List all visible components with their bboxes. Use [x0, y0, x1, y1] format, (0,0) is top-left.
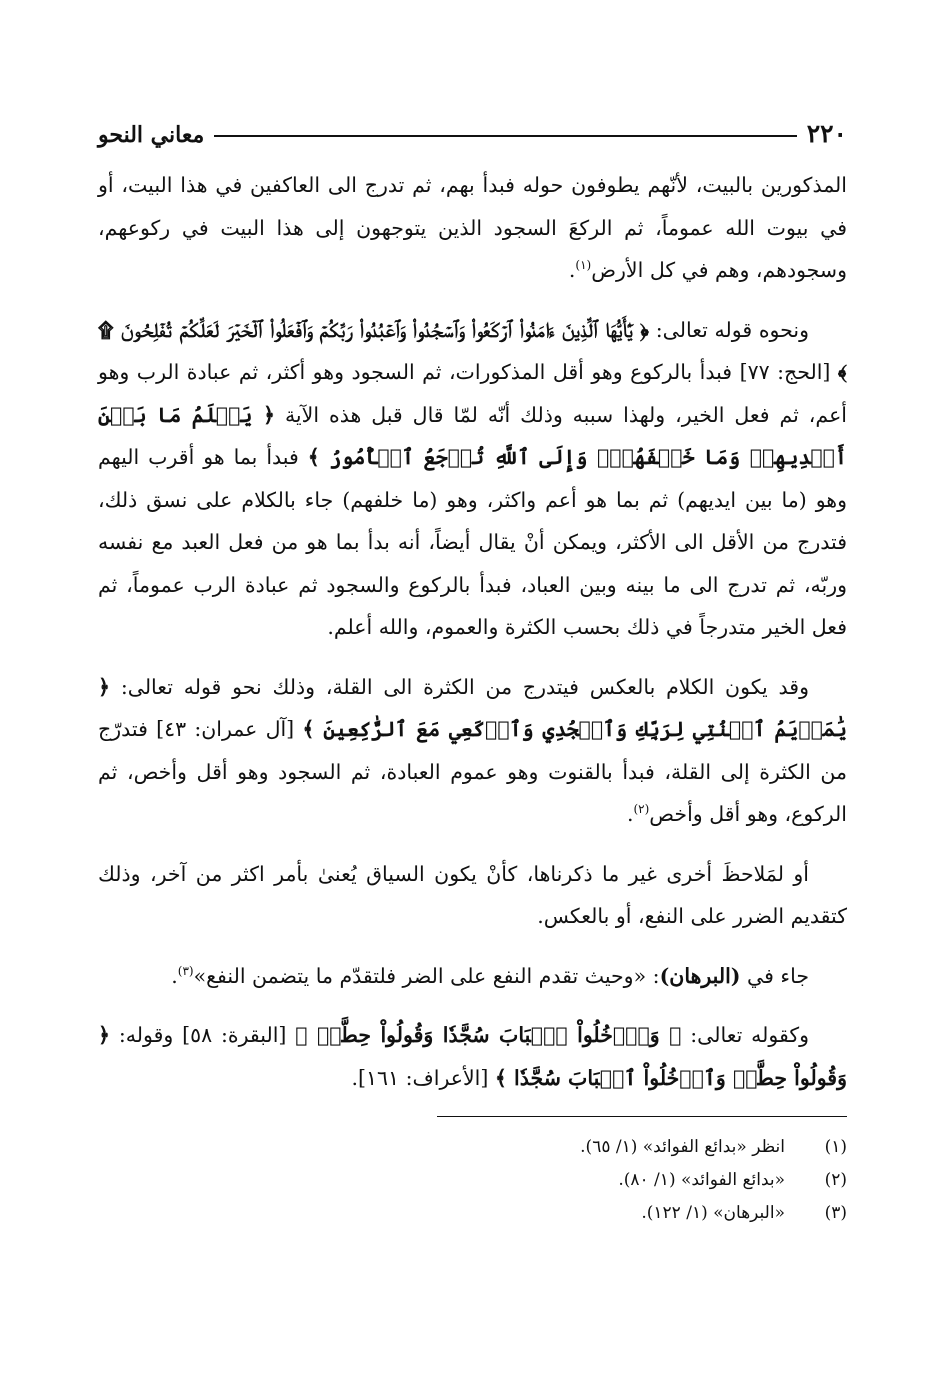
footnote-number: (٣) — [824, 1203, 847, 1223]
quran-verse-araf-161: ﴿ وَقُولُواْ حِطَّةٞ وَٱدۡخُلُواْ ٱلۡبَابَ سُجَّدٗا ﴾ — [98, 1023, 847, 1090]
paragraph-3-part-1: وقد يكون الكلام بالعكس فيتدرج من الكثرة الى القلة، وذلك نحو قوله تعالى: — [110, 674, 809, 699]
paragraph-1-end: . — [568, 258, 576, 282]
paragraph-3-part-2: [آل عمران: ٤٣] فتدرّج من الكثرة إلى القلة، فبدأ بالقنوت وهو عموم العبادة، ثم السجود وهو أقل وأخص، ثم الركوع، وهو أقل وأخص — [98, 717, 847, 826]
paragraph-6 — [98, 1014, 847, 1099]
book-title: معاني النحو — [98, 122, 205, 148]
paragraph-5-part-1: جاء في — [740, 963, 809, 988]
page-number: ٢٢٠ — [806, 119, 847, 148]
paragraph-2-part-3: فبدأ بما هو أقرب اليهم وهو (ما بين ايديهم) ثم بما هو أعم واكثر، وهو (ما خلفهم) جاء بالكلام على نسق ذلك، فتدرج من الأقل الى الأكثر، ويمكن أنْ يقال أيضاً، أنه بدأ بما هو من فعل العبد مع نفسه وربّه، ثم تدرج الى ما بينه وبين العباد، فبدأ بالركوع والسجود ثم عبادة الرب عموماً، ثم فعل الخير متدرجاً في ذلك بحسب الكثرة والعموم، والله أعلم. — [98, 445, 847, 639]
paragraph-5-end: . — [171, 963, 178, 988]
paragraph-1 — [98, 164, 847, 292]
footnote-text: «بدائع الفوائد» (١/ ٨٠). — [618, 1170, 785, 1190]
paragraph-5-part-2: : «وحيث تقدم النفع على الضر فلتقدّم ما يتضمن النفع» — [193, 963, 660, 988]
paragraph-4 — [98, 853, 847, 938]
quran-verse-2: ﴿ يَعۡلَمُ مَا بَيۡنَ أَيۡدِيهِمۡ وَمَا خَلۡفَهُمۡۗ وَإِلَى ٱللَّهِ تُرۡجَعُ ٱلۡأُمُورُ ﴾ — [98, 402, 847, 469]
quran-verse-baqara-58: ﴿ وَٱدۡخُلُواْ ٱلۡبَابَ سُجَّدٗا وَقُولُواْ حِطَّةٞ ﴾ — [295, 1023, 682, 1047]
paragraph-4-text: أو لمَلاحظَ أخرى غير ما ذكرناها، كأنْ يكون السياق يُعنىٰ بأمر اكثر من آخر، وذلك كتقديم الضرر على النفع، أو بالعكس. — [98, 861, 847, 928]
paragraph-3 — [98, 666, 847, 836]
footnote-text: «البرهان» (١/ ١٢٢). — [641, 1203, 785, 1223]
paragraph-5 — [98, 955, 847, 998]
paragraph-2-part-1: ونحوه قوله تعالى: — [649, 317, 809, 342]
footnote-number: (٢) — [824, 1170, 847, 1190]
page-header — [98, 108, 847, 146]
paragraph-6-part-3: [الأعراف: ١٦١]. — [351, 1065, 495, 1090]
quran-verse-hajj-77: ﴿ يَٰٓأَيُّهَا ٱلَّذِينَ ءَامَنُواْ ٱرۡكَعُواْ وَٱسۡجُدُواْ وَٱعۡبُدُواْ رَبَّكُمۡ وَٱفۡعَلُواْ ٱلۡخَيۡرَ لَعَلَّكُمۡ تُفۡلِحُونَ ۩ ﴾ — [98, 317, 847, 384]
footnote-item — [98, 1131, 847, 1164]
footnotes-list — [98, 1131, 847, 1230]
footnote-separator — [437, 1116, 847, 1117]
source-title-burhan: (البرهان) — [659, 963, 741, 988]
quran-verse-al-imran-43: ﴿ يَٰمَرۡيَمُ ٱقۡنُتِي لِرَبِّكِ وَٱسۡجُدِي وَٱرۡكَعِي مَعَ ٱلرَّٰكِعِينَ ﴾ — [98, 674, 847, 741]
header-rule — [214, 135, 796, 137]
body-text — [98, 164, 847, 1099]
footnote-item — [98, 1164, 847, 1197]
paragraph-2 — [98, 309, 847, 649]
paragraph-6-part-2: [البقرة: ٥٨] وقوله: — [110, 1023, 296, 1047]
paragraph-3-end: . — [626, 802, 634, 826]
footnote-item — [98, 1197, 847, 1230]
paragraph-1-text: المذكورين بالبيت، لأنّهم يطوفون حوله فبدأ بهم، ثم تدرج الى العاكفين في هذا البيت، أو في بيوت الله عموماً، ثم الركعَ السجود الذين يتوجهون إلى هذا البيت في ركوعهم، وسجودهم، وهم في كل الأرض — [98, 173, 847, 282]
footnote-marker-3: (٣) — [177, 963, 194, 978]
footnote-marker-1: (١) — [575, 258, 592, 272]
footnote-marker-2: (٢) — [633, 802, 650, 816]
footnote-text: انظر «بدائع الفوائد» (١/ ٦٥). — [580, 1137, 785, 1157]
footnote-number: (١) — [824, 1137, 847, 1157]
paragraph-6-part-1: وكقوله تعالى: — [681, 1023, 809, 1047]
book-page — [98, 108, 847, 1230]
paragraph-2-part-2: [الحج: ٧٧] فبدأ بالركوع وهو أقل المذكورات، ثم السجود وهو أكثر، ثم عبادة الرب وهو أعم، ثم فعل الخير، ولهذا سببه وذلك أنّه لمّا قال قبل هذه الآية — [98, 360, 847, 427]
